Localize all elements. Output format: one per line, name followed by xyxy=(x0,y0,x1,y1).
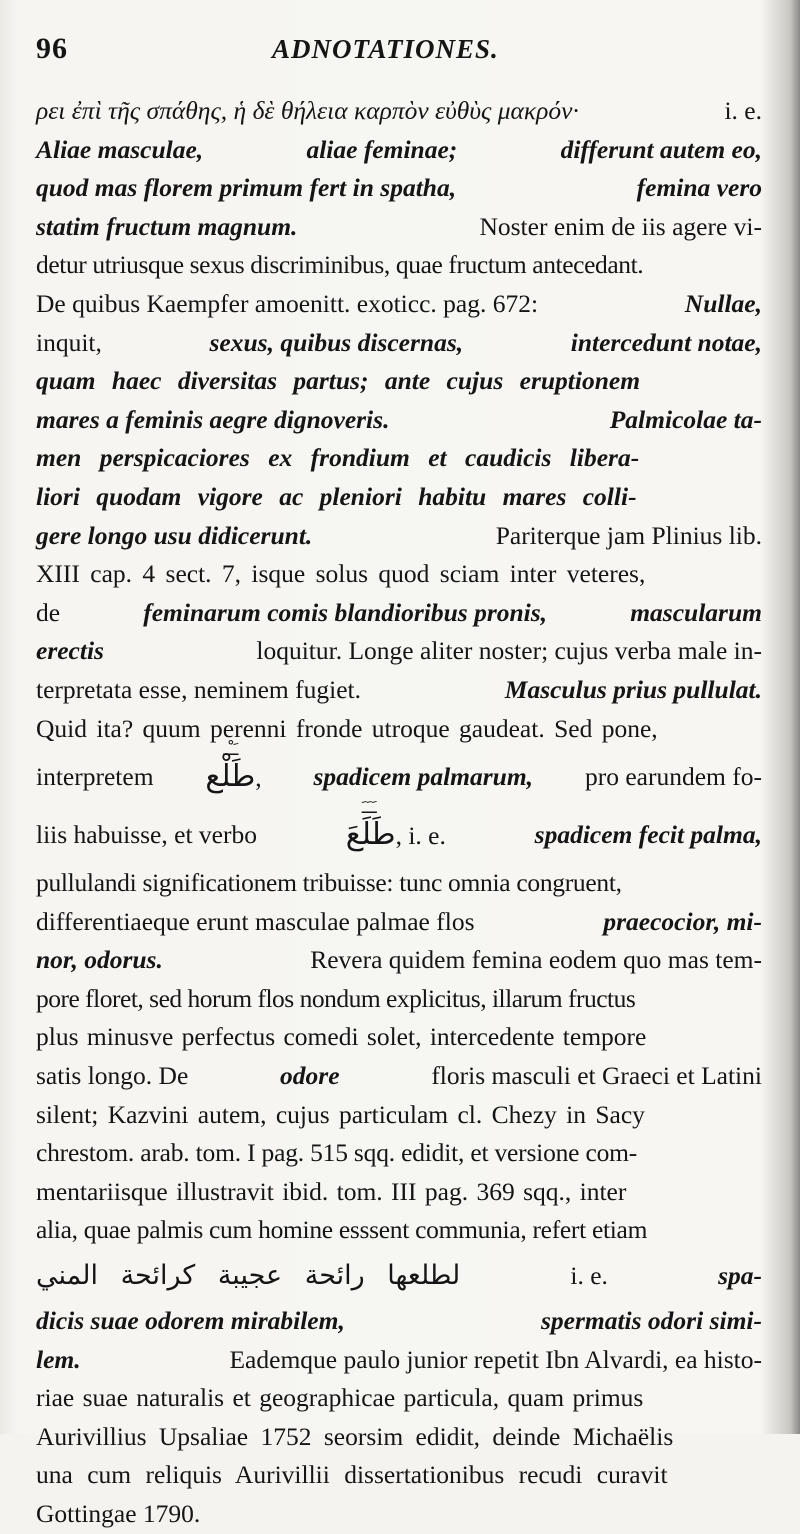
text-line xyxy=(36,740,762,806)
italic-span: Masculus prius pullulat. xyxy=(504,674,762,704)
italic-span: quod mas florem primum fert in spatha, xyxy=(36,173,457,203)
text-span: inquit, xyxy=(36,327,102,357)
text-line xyxy=(36,401,762,440)
text-span: mentariisque illustravit ibid. tom. III pag. 369 sqq., inter xyxy=(36,1176,627,1206)
italic-span: sexus, quibus discernas, xyxy=(209,327,464,357)
italic-span: praecocior, mi- xyxy=(603,906,762,936)
text-span: alia, quae palmis cum homine esssent communia, refert etiam xyxy=(36,1215,648,1245)
text-span: Aurivillius Upsaliae 1752 seorsim edidit, deinde Michaëlis xyxy=(36,1421,674,1451)
italic-span: Palmicolae ta- xyxy=(609,404,762,434)
text-span: riae suae naturalis et geographicae particula, quam primus xyxy=(36,1383,644,1413)
text-span: loquitur. Longe aliter noster; cujus verba male in- xyxy=(256,636,762,666)
text-line xyxy=(36,517,762,556)
text-line xyxy=(36,632,762,671)
text-line xyxy=(36,1418,762,1457)
arabic-vowel-marks: ـَـْـ xyxy=(223,740,239,761)
text-span: Eademque paulo junior repetit Ibn Alvardi, ea histo- xyxy=(229,1344,762,1374)
text-line xyxy=(36,1057,762,1096)
text-span: i. e. xyxy=(570,1261,608,1291)
text-line xyxy=(36,671,762,710)
text-line xyxy=(36,169,762,208)
text-line xyxy=(36,478,762,517)
text-line xyxy=(36,1211,762,1250)
text-line xyxy=(36,92,762,131)
text-span: de xyxy=(36,597,61,627)
text-line xyxy=(36,246,762,285)
arabic-quote: لطلعها رائحة عجيبة كرائحة المني xyxy=(36,1260,461,1292)
italic-span: liori quodam vigore ac pleniori habitu mares colli- xyxy=(36,481,637,511)
text-line xyxy=(36,1302,762,1341)
text-line xyxy=(36,864,762,903)
italic-span: nor, odorus. xyxy=(36,945,163,975)
text-span: detur utriusque sexus discriminibus, quae fructum antecedant. xyxy=(36,250,644,280)
italic-span: gere longo usu didicerunt. xyxy=(36,520,313,550)
italic-span: men perspicaciores ex frondium et caudicis libera- xyxy=(36,443,640,473)
text-line xyxy=(36,362,762,401)
text-span: , i. e. xyxy=(395,821,446,851)
text-line xyxy=(36,1341,762,1380)
italic-span: aliae feminae; xyxy=(306,134,458,164)
italic-span: feminarum comis blandioribus pronis, xyxy=(143,597,548,627)
text-span: Noster enim de iis agere vi- xyxy=(479,211,762,241)
text-line xyxy=(36,208,762,247)
arabic-word: طَلَعَ xyxy=(345,817,396,853)
italic-span: quam haec diversitas partus; ante cujus eruptionem xyxy=(36,366,641,396)
text-line xyxy=(36,1134,762,1173)
text-line xyxy=(36,1173,762,1212)
italic-span: Aliae masculae, xyxy=(36,134,204,164)
arabic-vowel-marks: ـَـَـَ xyxy=(361,798,377,819)
greek-quote: ρει ἐπὶ τῆς σπάθης, ἡ δὲ θήλεια καρπὸν εὐθὺς μακρόν· xyxy=(36,96,579,125)
text-line xyxy=(36,710,762,749)
italic-span: spa- xyxy=(718,1261,762,1291)
text-span: i. e. xyxy=(724,96,762,125)
text-span: una cum reliquis Aurivillii dissertationibus recudi curavit xyxy=(36,1460,668,1490)
italic-span: spermatis odori simi- xyxy=(540,1306,762,1336)
text-span: Quid ita? quum perenni fronde utroque gaudeat. Sed pone, xyxy=(36,713,658,743)
text-span: De quibus Kaempfer amoenitt. exoticc. pag. 672: xyxy=(36,288,539,318)
text-line xyxy=(36,1096,762,1135)
text-line xyxy=(36,439,762,478)
italic-span: differunt autem eo, xyxy=(560,134,762,164)
text-span: pore floret, sed horum flos nondum explicitus, illarum fructus xyxy=(36,983,636,1013)
arabic-word-container xyxy=(205,740,262,806)
text-span: XIII cap. 4 sect. 7, isque solus quod sciam inter veteres, xyxy=(36,559,646,589)
text-span: interpretem xyxy=(36,762,154,792)
text-line xyxy=(36,903,762,942)
text-span: differentiaeque erunt masculae palmae flos xyxy=(36,906,475,936)
text-span: Pariterque jam Plinius lib. xyxy=(495,520,762,550)
text-span: chrestom. arab. tom. I pag. 515 sqq. edidit, et versione com- xyxy=(36,1138,638,1168)
text-line xyxy=(36,131,762,170)
text-span: terpretata esse, neminem fugiet. xyxy=(36,674,361,704)
italic-span: dicis suae odorem mirabilem, xyxy=(36,1306,345,1336)
italic-span: Nullae, xyxy=(684,288,762,318)
text-span: liis habuisse, et verbo xyxy=(36,820,257,850)
italic-span: erectis xyxy=(36,636,104,666)
text-line xyxy=(36,980,762,1019)
text-line xyxy=(36,555,762,594)
text-line xyxy=(36,594,762,633)
running-head xyxy=(36,32,764,72)
text-line xyxy=(36,1250,762,1302)
text-span: silent; Kazvini autem, cujus particulam cl. Chezy in Sacy xyxy=(36,1099,645,1129)
running-title: ADNOTATIONES. xyxy=(272,34,499,64)
italic-span: spadicem fecit palma, xyxy=(534,820,762,850)
italic-span: mares a feminis aegre dignoveris. xyxy=(36,404,390,434)
page-number: 96 xyxy=(36,32,68,65)
text-line xyxy=(36,941,762,980)
italic-span: statim fructum magnum. xyxy=(36,211,298,241)
text-line xyxy=(36,1018,762,1057)
text-line xyxy=(36,285,762,324)
text-line xyxy=(36,1456,762,1495)
text-span: plus minusve perfectus comedi solet, intercedente tempore xyxy=(36,1022,647,1052)
text-span: pullulandi significationem tribuisse: tunc omnia congruent, xyxy=(36,868,622,898)
text-line xyxy=(36,1379,762,1418)
text-span: Revera quidem femina eodem quo mas tem- xyxy=(310,945,762,975)
text-line xyxy=(36,324,762,363)
text-span: pro earundem fo- xyxy=(584,762,762,792)
text-span: Gottingae 1790. xyxy=(36,1499,201,1528)
italic-span: lem. xyxy=(36,1344,81,1374)
text-span: satis longo. De xyxy=(36,1061,189,1091)
body-text xyxy=(36,92,762,1534)
italic-span: femina vero xyxy=(636,173,762,203)
text-line xyxy=(36,1495,762,1534)
text-span: floris masculi et Graeci et Latini xyxy=(431,1061,762,1091)
arabic-word-container xyxy=(345,798,446,864)
italic-span: odore xyxy=(280,1061,340,1091)
arabic-word: طَلْع xyxy=(205,759,256,795)
italic-span: mascularum xyxy=(630,597,762,627)
text-span: , xyxy=(255,763,262,793)
text-line xyxy=(36,798,762,864)
italic-span: spadicem palmarum, xyxy=(313,762,534,792)
italic-span: intercedunt notae, xyxy=(570,327,762,357)
